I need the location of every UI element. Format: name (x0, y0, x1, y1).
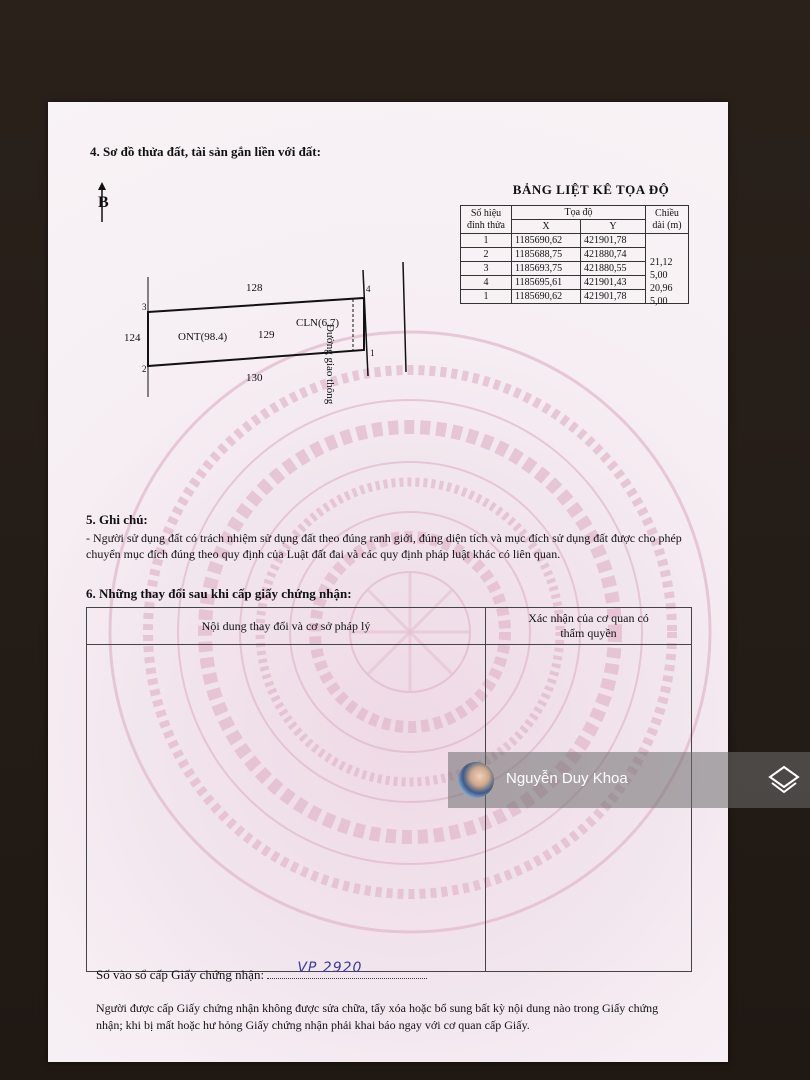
cell-x: 1185690,62 (512, 234, 581, 248)
warning-text: Người được cấp Giấy chứng nhận không được sửa chữa, tẩy xóa hoặc bổ sung bất kỳ nội dung nào trong Giấy chứng nhận; khi bị mất hoặc hư hỏng Giấy chứng nhận phải khai báo ngay với cơ quan cấp Giấy. (96, 1001, 659, 1032)
length-4: 5,00 (650, 296, 668, 307)
seller-watermark (448, 752, 810, 808)
coord-table-title: BẢNG LIỆT KÊ TỌA ĐỘ (512, 182, 670, 197)
col-coord: Tọa độ (512, 206, 646, 220)
cell-y: 421880,55 (581, 262, 646, 276)
north-label: B (98, 194, 109, 211)
col-change-content: Nội dung thay đổi và cơ sở pháp lý (87, 608, 486, 645)
certificate-page (48, 102, 728, 1062)
parcel-number: 129 (258, 329, 275, 341)
neighbor-top-label: 128 (246, 282, 263, 294)
cell-y: 421901,43 (581, 276, 646, 290)
registry-label: Số vào sổ cấp Giấy chứng nhận: (96, 967, 265, 982)
col-authority-confirm: Xác nhận của cơ quan có thẩm quyền (486, 608, 692, 645)
note-text: - Người sử dụng đất có trách nhiệm sử dụng đất theo đúng ranh giới, đúng diện tích và mục đích sử dụng đất được cho phép chuyển mục đích đúng theo quy định của Luật đất đai và các quy định pháp luật khác có liên quan. (86, 531, 682, 561)
cell-point: 4 (461, 276, 512, 290)
neighbor-left-label: 124 (124, 332, 141, 344)
land-use-cln: CLN(6.7) (296, 317, 340, 329)
road-label: Đường giao thông (324, 324, 336, 405)
cell-y: 421901,78 (581, 290, 646, 304)
cell-x: 1185690,62 (512, 290, 581, 304)
cell-x: 1185695,61 (512, 276, 581, 290)
col-length: Chiều dài (m) (646, 206, 689, 234)
avatar (458, 762, 494, 798)
length-1: 21,12 (650, 257, 673, 268)
vertex-1: 1 (370, 348, 375, 358)
col-x: X (512, 220, 581, 234)
vertex-2: 2 (142, 364, 147, 374)
registry-number-handwritten: VP 2920 (297, 960, 363, 976)
change-content-cell (87, 645, 486, 972)
cell-y: 421880,74 (581, 248, 646, 262)
cell-point: 1 (461, 234, 512, 248)
length-2: 5,00 (650, 270, 668, 281)
vertex-4: 4 (366, 284, 371, 294)
land-use-ont: ONT(98.4) (178, 331, 228, 343)
neighbor-bottom-label: 130 (246, 372, 263, 384)
col-y: Y (581, 220, 646, 234)
cell-point: 3 (461, 262, 512, 276)
table-row (461, 234, 689, 248)
authority-confirm-cell (486, 645, 692, 972)
cell-y: 421901,78 (581, 234, 646, 248)
length-3: 20,96 (650, 283, 673, 294)
watermark-name: Nguyễn Duy Khoa (506, 770, 628, 787)
cell-point: 2 (461, 248, 512, 262)
registry-line (96, 960, 427, 983)
section-4-title: 4. Sơ đồ thửa đất, tài sản gắn liền với đất: (90, 144, 321, 159)
vertex-3: 3 (142, 302, 147, 312)
col-point: Số hiệu đỉnh thửa (461, 206, 512, 234)
cell-x: 1185693,75 (512, 262, 581, 276)
cell-point: 1 (461, 290, 512, 304)
cell-x: 1185688,75 (512, 248, 581, 262)
section-6-title: 6. Những thay đổi sau khi cấp giấy chứng nhận: (86, 586, 352, 601)
section-5-title: 5. Ghi chú: (86, 512, 148, 527)
layers-logo-icon (768, 765, 800, 795)
